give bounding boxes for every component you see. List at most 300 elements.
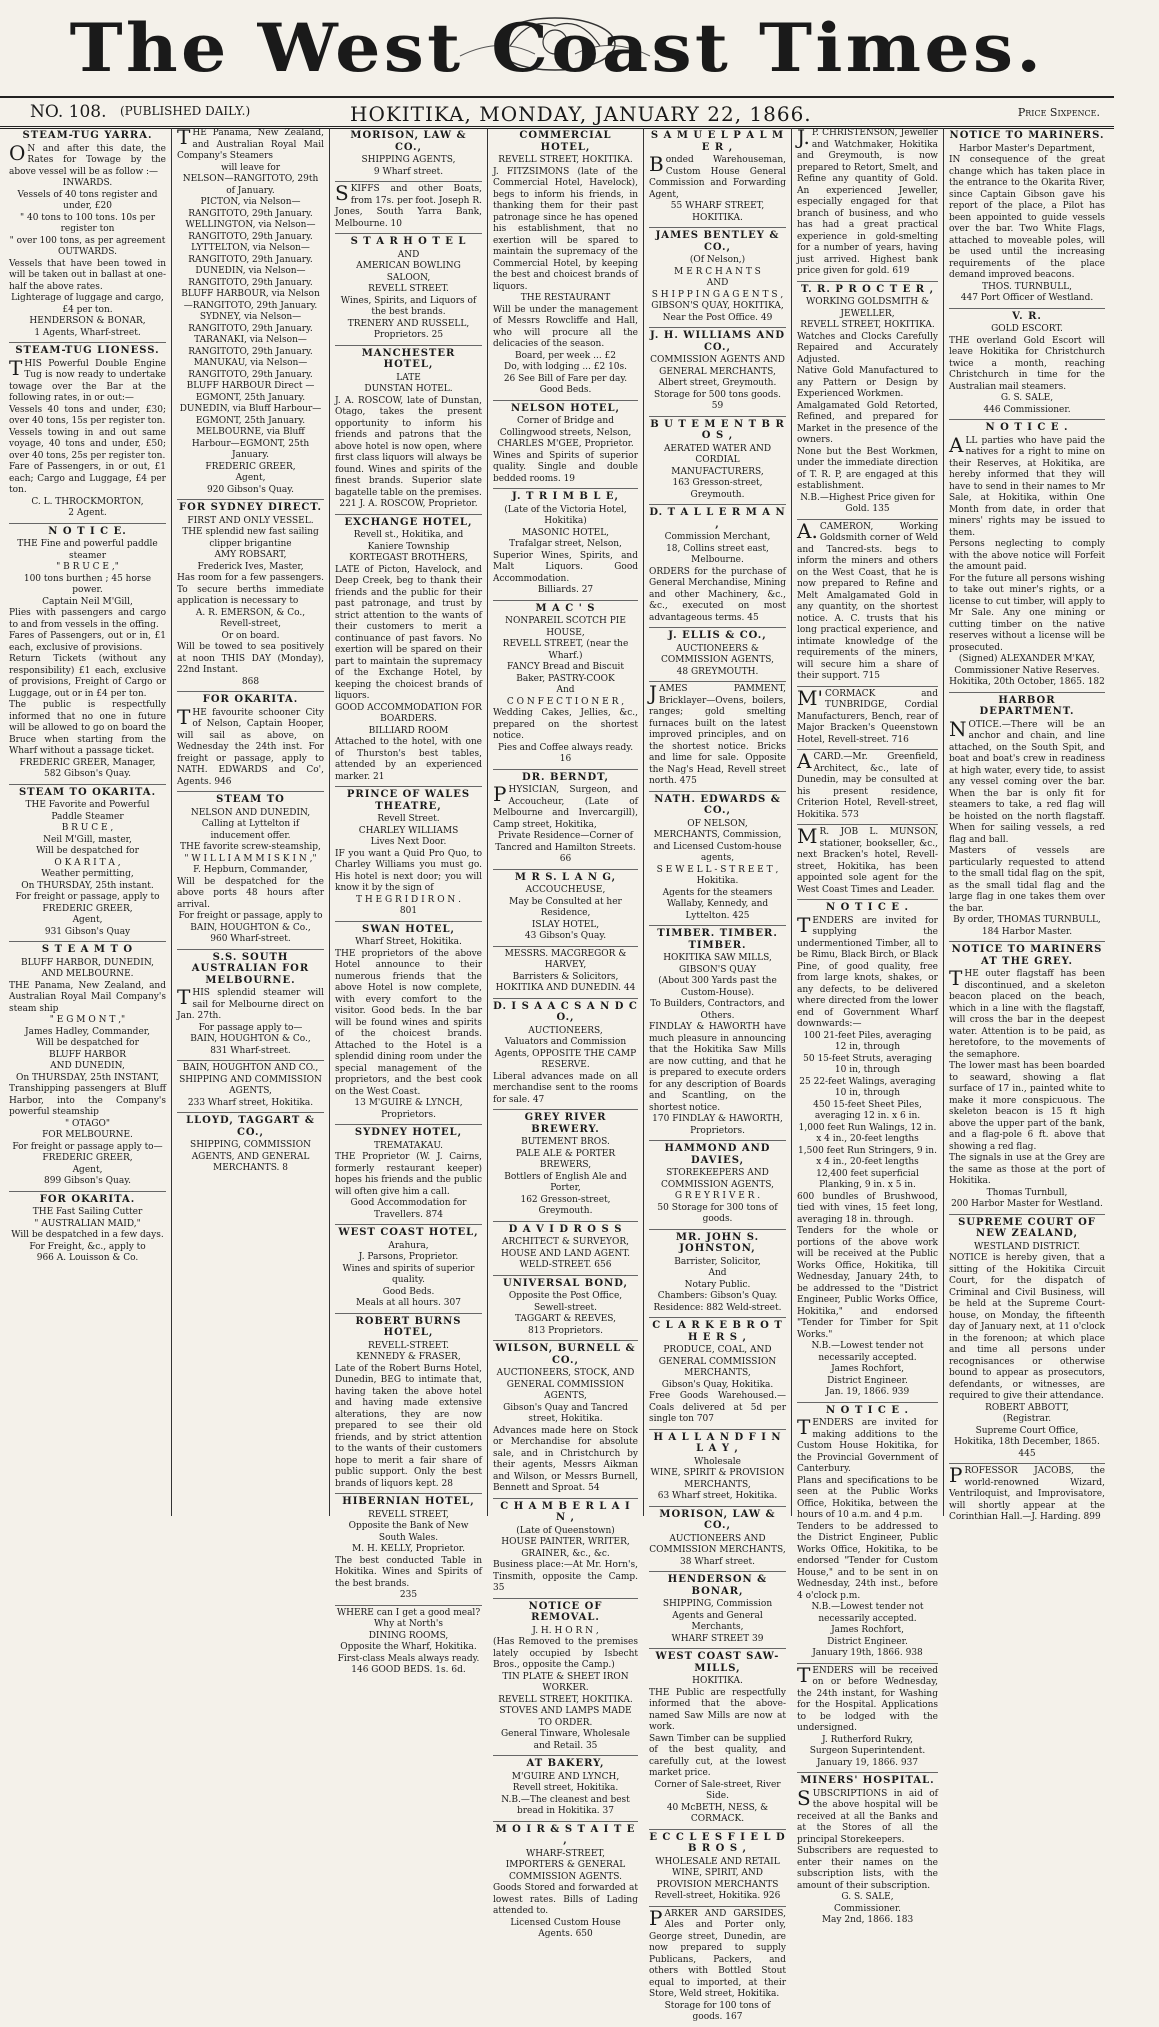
advertisement-heading: EXCHANGE HOTEL, [344,516,473,528]
advertisement-heading: S T A R H O T E L [350,236,467,247]
advertisement-heading: MANCHESTER HOTEL, [361,347,456,370]
advertisement-line: WESTLAND DISTRICT. [973,1241,1081,1252]
advertisement-heading: PRINCE OF WALES THEATRE, [346,789,471,812]
advertisement-line: THE splendid new fast sailing clipper brigantine [182,527,319,549]
advertisement-line: First-class Meals always ready. [337,1653,480,1664]
advertisement-line: DUNEDIN, via Bluff Harbour—EGMONT, 25th January. [179,404,322,426]
advertisement-line: (Registrar. [1002,1414,1052,1424]
advertisement-line: HENDERSON & BONAR, [29,316,146,326]
advertisement-line: James Rochfort, [831,1364,904,1374]
advertisement-heading: DR. BERNDT, [522,771,609,783]
advertisement-line: Revell-street, [220,619,281,629]
advertisement-heading: WEST COAST HOTEL, [338,1227,479,1238]
advertisement-line: ON and after this date, the Rates for Towage by the above vessel will be as follow :— [9,140,166,177]
advertisement-line: THE Proprietor (W. J. Cairns, formerly restaurant keeper) hopes his friends and the public will often give him a call. [335,1152,482,1197]
advertisement-line: FREDERIC GREER, [42,903,133,914]
advertisement [949,1217,1105,1465]
advertisement-heading: STEAM TO OKARITA. [18,786,157,798]
advertisement-line: District Engineer. [827,1375,908,1386]
advertisement-heading: H A L L A N D F I N L A Y , [653,1431,782,1454]
advertisement-heading: AT BAKERY, [526,1758,605,1769]
advertisement-line: Will be under the management of Messrs Rowcliffe and Hall, who will procure all the delicacies of the season. [493,304,638,349]
advertisement-line: WHARF-STREET, [526,1848,605,1859]
advertisement-line: 12,400 feet superficial Planking, 9 in. x 5 in. [816,1168,919,1190]
advertisement-line: Trafalgar street, Nelson, [509,539,622,549]
advertisement-line: M'CORMACK and TUNBRIDGE, Cordial Manufacturers, Bench, rear of Major Bracken's Queenstown Hotel, Revell-street. 716 [797,685,938,745]
advertisement-line: THE Fast Sailing Cutter [32,1207,143,1217]
advertisement-line: May be Consulted at her Residence, [509,896,622,918]
advertisement-line: " E G M O N T ," [49,1015,126,1025]
advertisement-line: O K A R I T A , [54,857,121,868]
advertisement-line: 221 J. A. ROSCOW, Proprietor. [339,499,478,509]
advertisement-line: Revell st., Hokitika, and Kaniere Township [353,530,464,552]
advertisement-line: Bottlers of English Ale and Porter, [504,1171,627,1193]
advertisement-line: May 2nd, 1866. 183 [821,1915,914,1925]
advertisement-heading: M O I R & S T A I T E , [495,1823,636,1846]
advertisement-line: LATE [396,372,421,383]
advertisement-line: Subscribers are requested to enter their names on the subscription lists, with the amount of their subscription. [797,1846,938,1891]
advertisement-line: ACCOUCHEUSE, [525,885,606,895]
advertisement-line: Vessels that have been towed in will be taken out in ballast at one-half the above rates. [9,258,166,292]
advertisement-line: 447 Port Officer of Westland. [960,293,1094,303]
advertisement-heading: J. H. WILLIAMS AND CO., [649,330,786,353]
advertisement [649,1320,786,1430]
advertisement-line: CHARLEY WILLIAMS [358,825,459,836]
advertisement-heading: D. I S A A C S A N D C O., [493,1000,638,1023]
advertisement-heading: NELSON HOTEL, [510,402,621,414]
advertisement-line: HOUSE AND LAND AGENT. [501,1248,630,1259]
advertisement-line: PARKER AND GARSIDES, Ales and Porter only, George street, Dunedin, are now prepared to supply Publicans, Packers, and others with Bottled Stout equal to imported, at their Store, Weld street, Hokitika. [649,1905,786,1999]
newspaper-column [172,125,330,1516]
advertisement-line: Attached to the hotel, with one of Thurston's best tables, attended by an experienced marker. 21 [335,737,482,782]
advertisement [649,419,786,506]
advertisement-heading: JAMES BENTLEY & CO., [655,230,780,253]
advertisement-line: For freight or passage, apply to [178,911,323,921]
advertisement-heading: J. ELLIS & CO., [668,630,767,641]
advertisement-line: Has room for a few passengers. To secure berths immediate application is necessary to [177,573,324,606]
advertisement-line: S E W E L L - S T R E E T , [656,864,779,875]
advertisement-line: REVELL STREET. [368,284,449,294]
advertisement-line: 960 Wharf-street. [210,934,291,944]
advertisement-line: Advances made here on Stock or Merchandise for absolute sale, and in Christchurch by their agents, Messrs Aikman and Wilson, or Messrs Burnell, Bennett and Sproat. 54 [493,1425,638,1493]
advertisement-line: Wines and Spirits of superior quality. Single and double bedded rooms. 19 [493,450,638,484]
advertisement-line: And [556,685,575,695]
advertisement [493,1343,638,1499]
advertisement-heading: SYDNEY HOTEL, [354,1127,463,1138]
advertisement-line: Chambers: Gibson's Quay. Residence: 882 Weld-street. [653,1291,782,1313]
advertisement-line: HOUSE PAINTER, WRITER, GRAINER, &c., &c. [501,1537,630,1559]
advertisement [177,125,324,500]
advertisement-line: 233 Wharf street, Hokitika. [187,1097,314,1108]
advertisement-line: Barristers & Solicitors, [512,971,619,982]
advertisement-line: 813 Proprietors. [528,1325,603,1336]
advertisement-line: BUTEMENT BROS. [521,1137,610,1147]
advertisement-line: ACARD.—Mr. Greenfield, Architect, &c., late of Dunedin, may be consulted at his present residence, Criterion Hotel, Revell-street, Hokitika. 573 [797,749,938,820]
advertisement-line: Transhipping passengers at Bluff Harbor, into the Company's powerful steamship [9,1084,166,1117]
advertisement-line: Plies with passengers and cargo to and from vessels in the offing. [9,608,166,630]
advertisement-heading: C H A M B E R L A I N , [500,1500,631,1523]
advertisement-line: IF you want a Quid Pro Quo, to Charley Williams you must go. His hotel is next door; you will know it by the sign of [335,848,482,893]
advertisement-line: On THURSDAY, 25th INSTANT, [15,1072,159,1083]
advertisement-line: 162 Gresson-street, Greymouth. [520,1194,611,1216]
advertisement-line: On THURSDAY, 25th instant. [21,880,154,891]
advertisement-line: (Signed) ALEXANDER M'KAY, [958,654,1096,664]
advertisement-line: FREDERIC GREER, [42,1153,133,1163]
advertisement-heading: WILSON, BURNELL & CO., [495,1343,636,1366]
advertisement-line: AND MELBOURNE. [41,969,134,979]
advertisement-line: THE Favorite and Powerful Paddle Steamer [25,800,150,822]
advertisement-line: Gibson's Quay, Hokitika. [661,1379,774,1390]
advertisement-line: BAIN, HOUGHTON & Co., [190,1034,311,1044]
advertisement-line: REVELL STREET, [368,1509,449,1520]
advertisement-line: LATE of Picton, Havelock, and Deep Creek, beg to thank their friends and the public for their past patronage, and trust by strict attention to the wants of their customers to merit a continuance of past favors. No exertion will be spared on their part to maintain the supremacy of the Exchange Hotel, by keeping the choicest brands of liquors. [335,564,482,701]
advertisement-line: IMPORTERS & GENERAL COMMISSION AGENTS. [505,1860,626,1882]
advertisement-line: Opposite the Post Office, [508,1291,623,1301]
advertisement-line: " 40 tons to 100 tons. 10s per register ton [19,212,156,234]
advertisement-line: BAIN, HOUGHTON & Co., [190,922,311,933]
advertisement-line: 446 Commissioner. [983,404,1071,415]
advertisement-line: TENDERS will be received on or before Wednesday, the 24th instant, for Washing for the Hospital. Applications to be lodged with the undersigned. [797,1662,938,1733]
advertisement-line: Hokitika, 18th December, 1865. [954,1437,1100,1447]
advertisement-line: will leave for [220,162,281,173]
advertisement-line: TENDERS are invited for making additions to the Custom House Hokitika, for the Provincial Government of Canterbury. [797,1415,938,1474]
advertisement-line: Or on board. [221,630,280,641]
advertisement-line: Proprietors. 25 [373,330,444,340]
advertisement [493,949,638,999]
advertisement [649,1832,786,1907]
advertisement-line: Tenders to be addressed to the District Engineer, Public Works Office, Hokitika, to be endorsed "Tender for Custom House," and to be sent in on Wednesday, 24th inst., before 4 o'clock p.m. [797,1521,938,1601]
advertisement-line: 146 GOOD BEDS. 1s. 6d. [351,1665,466,1675]
advertisement-line: GOOD ACCOMMODATION FOR BOARDERS. [335,702,482,724]
place-and-date: HOKITIKA, MONDAY, JANUARY 22, 1866. [350,102,812,126]
advertisement [649,1509,786,1573]
advertisement [797,1405,938,1664]
advertisement [649,1651,786,1830]
advertisement-line: PROVISION MERCHANTS [656,1879,779,1890]
advertisement [177,1063,324,1113]
advertisement-line: Return Tickets (without any responsibility) £1 each, exclusive of provisions, Freight of Cargo or Luggage, out or in £4 per ton. [9,654,166,699]
advertisement [797,125,938,282]
publication-frequency: (PUBLISHED DAILY.) [120,104,251,118]
advertisement-line: Albert street, Greymouth. [658,378,777,388]
advertisement-line: None but the Best Workmen, under the immediate direction of T. R. P, are engaged at this establishment. [797,446,938,491]
advertisement [949,695,1105,943]
advertisement-heading: T. R. P R O C T E R , [800,283,935,295]
advertisement-line: N.B.—Highest Price given for Gold. 135 [800,492,935,514]
advertisement-line: Will be despatched for [36,846,139,856]
advertisement-heading: WEST COAST SAW-MILLS, [655,1651,780,1674]
newspaper-column [944,128,1110,1522]
advertisement-line: ORDERS for the purchase of General Merchandise, Mining and other Machinery, &c., &c., executed on most advantageous terms. 45 [649,566,786,623]
advertisement-line: Wholesale [694,1456,741,1467]
advertisement-heading: FOR SYDNEY DIRECT. [179,502,322,513]
advertisement-line: Fare of Passengers, in or out, £1 each; Cargo and Luggage, £4 per ton. [9,462,166,495]
newspaper-column [488,128,644,1939]
advertisement [493,1278,638,1342]
advertisement-line: Good Beds. [382,1286,435,1297]
advertisement-heading: V. R. [1012,310,1042,322]
advertisement-line: 235 [399,1590,418,1600]
advertisement-line: " AUSTRALIAN MAID," [34,1218,141,1229]
advertisement-line: Surgeon Superintendent. [809,1746,926,1756]
advertisement-line: J. FITZSIMONS (late of the Commercial Hotel, Havelock), begs to inform his friends, in thanking them for their past patronage since he has opened his establishment, that no exertion will be spared to maintain the supremacy of the Commercial Hotel, by keeping the best and choicest brands of liquors. [493,166,638,292]
advertisement [335,517,482,788]
advertisement-line: AND [706,278,729,288]
advertisement-line: FANCY Bread and Biscuit Baker, PASTRY-COOK [507,662,624,684]
advertisement-line: SHIPPING, COMMISSION AGENTS, AND GENERAL MERCHANTS. 8 [190,1140,311,1173]
advertisement [177,694,324,792]
advertisement [493,872,638,947]
advertisement-heading: NOTICE OF REMOVAL. [528,1600,603,1623]
advertisement-heading: STEAM-TUG YARRA. [22,130,153,141]
advertisement [177,1115,324,1178]
masthead [0,0,1114,96]
advertisement-line: Jan. 19, 1866. 939 [825,1387,910,1397]
advertisement-line: MELBOURNE, via Bluff Harbour—EGMONT, 25th January. [191,427,310,460]
advertisement-heading: TIMBER. TIMBER. TIMBER. [657,928,778,951]
advertisement-line: Wines, Spirits, and Liquors of the best brands. [340,295,477,317]
advertisement-line: Vessels towing in and out same voyage, 40 tons and under, £50; over 40 tons, 25s per register ton. [9,427,166,461]
advertisement-line: 600 bundles of Brushwood, tied with vines, 15 feet long, averaging 18 in. through. [797,1191,938,1225]
advertisement-line: AMERICAN BOWLING SALOON, [356,261,461,283]
advertisement-line: " OTAGO" [64,1118,111,1129]
advertisement-line: 38 Wharf street. [680,1556,755,1567]
advertisement-line: A.CAMERON, Working Goldsmith corner of Weld and Tancred-sts. begs to inform the miners and others on the West Coast, that he is now prepared to Refine and Melt Amalgamated Gold in any quantity, on the shortest notice. A. C. trusts that his long practical experience, and intimate knowledge of the requirements of the miners, will secure him a share of their support. 715 [797,518,938,681]
advertisement-line: REVELL STREET, HOKITIKA. [498,1694,633,1705]
advertisement [493,1601,638,1757]
advertisement [177,502,324,692]
advertisement-line: WINE, SPIRIT & PROVISION MERCHANTS, [650,1468,785,1490]
advertisement-line: AERATED WATER AND CORDIAL MANUFACTURERS, [663,443,772,477]
advertisement [9,1194,166,1268]
advertisement-line: Late of the Robert Burns Hotel, Dunedin, BEG to intimate that, having taken the above hotel and having made extensive alterations, they are now prepared to see their old friends, and by strict attention to the wants of their customers hope to merit a fair share of public support. Only the best brands of liquors kept. 28 [335,1363,482,1489]
advertisement-heading: M A C ' S [535,602,596,614]
advertisement [335,1316,482,1495]
advertisement-line: J. Parsons, Proprietor. [358,1252,459,1262]
advertisement-line: Watches and Clocks Carefully Repaired and Accurately Adjusted. [797,331,938,365]
advertisement [649,330,786,417]
advertisement-line: 9 Wharf street. [373,166,444,177]
advertisement-line: G. S. SALE, [1000,393,1054,403]
advertisement [335,130,482,182]
advertisement-line: (Of Nelson,) [689,255,746,265]
advertisement [797,824,938,900]
advertisement [797,902,938,1403]
advertisement-line: OF NELSON, [687,818,748,829]
advertisement-line: G. S. SALE, [841,1892,894,1902]
advertisement-line: KORTEGAST BROTHERS, [349,553,468,563]
advertisement-line: Corner of Bridge and Collingwood streets, Nelson, [499,416,632,438]
advertisement [649,630,786,682]
advertisement-line: The best conducted Table in Hokitika. Wines and Spirits of the best brands. [335,1555,482,1589]
advertisement-line: TRENERY AND RUSSELL, [347,318,470,329]
advertisement [493,1758,638,1822]
advertisement-line: THE favourite schooner City of Nelson, Captain Hooper, will sail as above, on Wednesday the 24th inst. For freight or passage, apply to NATH. EDWARDS and Co', Agents. 946 [177,704,324,787]
advertisement-line: 868 [241,676,260,687]
advertisement-line: Gibson's Quay and Tancred street, Hokitika. [503,1402,628,1424]
advertisement-line: For Freight, &c., apply to [29,1241,146,1252]
advertisement-line: The public is respectfully informed that no one in future will be allowed to go on board the Bruce when starting from the Wharf without a passage ticket. [9,700,166,756]
advertisement-line: PROFESSOR JACOBS, the world-renowned Wizard, Ventriloquist, and Improvisatore, will shortly appear at the Corinthian Hall.—J. Harding. 899 [949,1463,1105,1522]
advertisement-line: F. Hepburn, Commander, [193,865,308,875]
advertisement-line: 100 tons burthen ; 45 horse power. [23,573,152,595]
advertisement-line: G R E Y R I V E R . [674,1191,761,1201]
advertisement-line: And [708,1268,727,1278]
advertisement [9,787,166,943]
advertisement-line: STOVES AND LAMPS MADE TO ORDER. [499,1706,632,1728]
advertisement [797,749,938,825]
advertisement-line: REVELL STREET, HOKITIKA. [498,155,633,165]
advertisement-line: WORKING GOLDSMITH & JEWELLER, [805,297,930,319]
advertisement-heading: COMMERCIAL HOTEL, [519,130,612,153]
advertisement-line: TREMATAKAU. [373,1140,444,1151]
advertisement-line: THE favorite screw-steamship, [180,842,321,852]
advertisement-line: THE Public are respectfully informed that the above-named Saw Mills are now at work. [649,1687,786,1732]
advertisement-line: " over 100 tons, as per agreement [9,235,166,246]
advertisement-line: FREDERIC GREER, Manager, [19,757,156,768]
advertisement-line: Persons neglecting to comply with the above notice will Forfeit the amount paid. [949,539,1105,572]
advertisement [949,422,1105,693]
advertisement-heading: HIBERNIAN HOTEL, [342,1496,475,1507]
advertisement [335,1227,482,1314]
advertisement-line: Captain Neil M'Gill, [42,596,133,607]
advertisement-line: Corner of Sale-street, River Side. [654,1779,781,1801]
advertisement-line: NONPAREIL SCOTCH PIE HOUSE, [505,616,626,638]
advertisement-heading: MORISON, LAW & CO., [350,130,467,153]
advertisement [649,507,786,628]
advertisement-line: Vessels 40 tons and under, £30; over 40 tons, 15s per register ton. [9,404,166,426]
advertisement-line: BLUFF HARBOUR Direct — EGMONT, 25th January. [186,381,315,403]
advertisement-heading: E C C L E S F I E L D B R O S , [649,1831,786,1854]
advertisement-heading: S A M U E L P A L M E R , [650,130,785,153]
newspaper-column [4,128,172,1516]
advertisement-line: J. Rutherford Rukry, [822,1734,913,1745]
advertisement-line: N.B.—The cleanest and best bread in Hokitika. 37 [501,1794,630,1816]
advertisement-line: PALE ALE & PORTER BREWERS, [515,1148,616,1170]
advertisement-line: 1,500 feet Run Stringers, 9 in. x 4 in., 20-feet lengths [798,1145,937,1167]
advertisement-line: Storage for 100 tons of goods. 167 [664,2000,771,2022]
advertisement-line: M'GUIRE AND LYNCH, [511,1771,620,1782]
advertisement-line: Barrister, Solicitor, [674,1256,761,1267]
advertisement-line: Harbor Master's Department, [959,143,1095,154]
advertisement [797,1775,938,1930]
advertisement-heading: SWAN HOTEL, [362,923,455,935]
advertisement [649,230,786,328]
advertisement [797,1662,938,1774]
advertisement [335,1608,482,1680]
advertisement [797,518,938,687]
advertisement-line: Superior Wines, Spirits, and Malt Liquors. Good Accommodation. [493,550,638,584]
advertisement-line: NOTICE.—There will be an anchor and chain, and line attached, on the South Spit, and boat and boat's crew in readiness at high water, every tide, to assist any vessel coming over the bar. When the bar is only fit for steamers to take, a red flag will be hoisted on the north flagstaff. When for sailing vessels, a red flag and ball. [949,716,1105,845]
advertisement [493,1001,638,1111]
advertisement-line: MANUKAU, via Nelson—RANGITOTO, 29th January. [188,358,313,380]
advertisement-line: CHARLES M'GEE, Proprietor. [497,439,634,449]
advertisement-line: Native Gold Manufactured to any Pattern or Design by Experienced Workmen. [797,366,938,399]
advertisement-line: FIRST AND ONLY VESSEL. [187,515,314,526]
advertisement-line: 801 [399,906,418,916]
advertisement-line: (Late of Queenstown) [516,1525,615,1536]
advertisement-line: Commissioner. [833,1903,902,1914]
advertisement-line: Bonded Warehouseman, Custom House General Commission and Forwarding Agent, [649,152,786,200]
advertisement-line: 25 22-feet Walings, averaging 10 in, through [799,1076,936,1098]
advertisement-line: Board, per week ... £2 [515,350,616,361]
advertisement-line: Sawn Timber can be supplied of the best quality, and carefully cut, at the lowest market price. [649,1733,786,1778]
advertisement [949,130,1105,309]
advertisement-line: 2 Agent. [68,508,107,518]
advertisement-line: Notary Public. [684,1279,751,1290]
advertisement-line: TENDERS are invited for supplying the undermentioned Timber, all to be Rimu, Black Birch, or Black Pine, of good quality, free from large knots, shakes, or any defects, to be delivered where directed from the lower end of Government Wharf downwards:— [797,912,938,1029]
newspaper-column [792,125,944,1925]
advertisement-line: THE outer flagstaff has been discontinued, and a skeleton beacon placed on the beach, which in a line with the flagstaff, will cross the bar in the deepest water. Attention is to be paid, as heretofore, to the movements of the semaphore. [949,966,1105,1060]
advertisement-line: C O N F E C T I O N E R , [506,696,625,707]
advertisement-heading: NOTICE TO MARINERS. [949,130,1105,141]
advertisement-line: SHIPPING, Commission Agents and General Merchants, [662,1599,773,1632]
price: Price Sixpence. [1017,106,1100,119]
advertisement-line: ARCHITECT & SURVEYOR, [502,1237,629,1247]
advertisement-heading: N O T I C E . [985,422,1069,433]
advertisement [9,526,166,785]
advertisement [493,1824,638,1944]
advertisement-line: J. H. H O R N , [532,1625,599,1636]
advertisement-heading: UNIVERSAL BOND, [502,1277,628,1289]
advertisement-line: ALL parties who have paid the natives for a right to mine on their Reserves, at Hokitika, are hereby informed that they will have to send in their names to Mr Sale, at Hokitika, within One Month from date, in order that miners' rights may be issued to them. [949,432,1105,538]
advertisement-line: Near the Post Office. 49 [662,312,773,323]
advertisement [177,794,324,950]
advertisement-line: MASONIC HOTEL, [521,527,610,538]
advertisement [649,928,786,1141]
advertisement-line: Fares of Passengers, out or in, £1 each, exclusive of provisions. [9,631,166,653]
advertisement-heading: HAMMOND AND DAVIES, [664,1143,771,1166]
advertisement-line: Hokitika, 20th October, 1865. 182 [949,677,1105,687]
advertisement-heading: HARBOR DEPARTMENT. [979,694,1075,717]
advertisement-line: NOTICE is hereby given, that a sitting of the Hokitika Circuit Court, for the dispatch of Criminal and Civil Business, will be held at the Supreme Court-house, on Monday, the fifteenth day of January next, at 11 o'clock in the forenoon; at which place and time all persons under recognisances or otherwise bound to appear as prosecutors, defendants, or witnesses, are required to give their attendance. [949,1253,1105,1401]
advertisement-heading: D. T A L L E R M A N , [649,507,786,530]
advertisement-line: WELD-STREET. 656 [519,1260,612,1270]
advertisement-line: For freight or passage, apply to [15,892,160,902]
advertisement [493,491,638,601]
advertisement-line: 931 Gibson's Quay [44,926,131,937]
advertisement-line: Lives Next Door. [370,837,447,847]
advertisement-line: Frederick Ives, Master, [197,561,304,572]
advertisement-heading: GREY RIVER BREWERY. [524,1112,607,1135]
advertisement-line: 582 Gibson's Quay. [44,769,131,779]
advertisement [9,345,166,524]
advertisement [797,284,938,520]
advertisement-line: Good Accommodation for Travellers. 874 [350,1198,467,1220]
advertisement-line: TARANAKI, via Nelson—RANGITOTO, 29th January. [188,335,313,357]
advertisement [649,1432,786,1507]
advertisement-heading: C L A R K E B R O T H E R S , [652,1320,783,1343]
advertisement-line: GOLD ESCORT. [991,324,1063,334]
advertisement-line: J. A. ROSCOW, late of Dunstan, Otago, takes the present opportunity to inform his friends and patrons that the above hotel is now open, where first class liquors will always be found. Wines and spirits of the finest brands. Superior slate bagatelle table on the premises. [335,395,482,498]
advertisement-line: Opposite the Bank of New South Wales. [348,1521,469,1543]
advertisement-line: Private Residence—Corner of Tancred and Hamilton Streets. 66 [495,831,636,864]
advertisement-line: A. R. EMERSON, & Co., [195,607,306,618]
advertisement-line: Opposite the Wharf, Hokitika. [340,1642,477,1652]
advertisement-line: Do, with lodging ... £2 10s. [503,362,628,372]
advertisement-line: Liberal advances made on all merchandise sent to the rooms for sale. 47 [493,1071,638,1105]
advertisement-line: For freight or passage apply to— [12,1141,163,1152]
advertisement [797,685,938,751]
advertisement-line: FINDLAY & HAWORTH have much pleasure in announcing that the Hokitika Saw Mills are now cutting, and that he is prepared to execute orders for any description of Boards and Scantling, on the shortest notice. [649,1022,786,1113]
advertisement-line: WHERE can I get a good meal? [336,1607,481,1618]
advertisement [335,789,482,922]
advertisement-heading: HENDERSON & BONAR, [667,1574,768,1597]
advertisement-line: For the future all persons wishing to take out miner's rights, or a license to cut timber, will apply to Mr Sale. Any one mining or cutting timber on the native reserves without a license will be prosecuted. [949,573,1105,653]
advertisement-line: ROBERT ABBOTT, [985,1402,1069,1413]
advertisement-line: Neil M'Gill, master, [43,834,132,845]
advertisement-line: 48 GREYMOUTH. [676,666,759,677]
